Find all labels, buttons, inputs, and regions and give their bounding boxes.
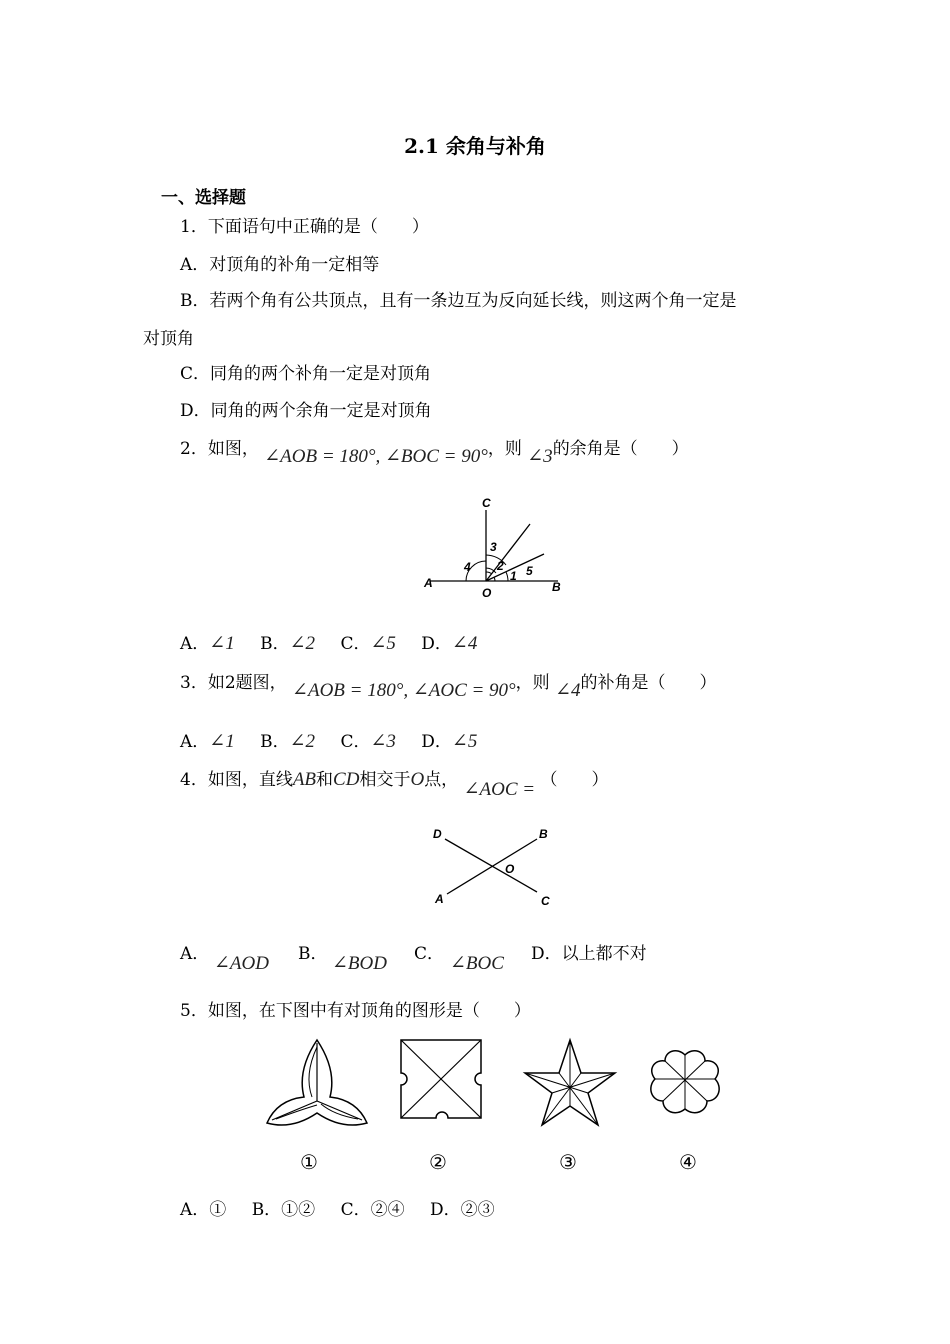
q3-expression: ∠AOB = 180°, ∠AOC = 90° (292, 680, 516, 701)
q4-label-a: A (435, 892, 444, 906)
q4-figure (425, 822, 565, 914)
q5-label-4: ④ (679, 1150, 697, 1174)
q1-option-b-line1: B．若两个角有公共顶点，且有一条边互为反向延长线，则这两个角一定是 (180, 291, 737, 311)
q2-stem: 2．如图， ∠AOB = 180°, ∠BOC = 90°，则 ∠3的余角是（ ） (180, 439, 689, 467)
q2-expression: ∠AOB = 180°, ∠BOC = 90° (264, 446, 488, 467)
q5-stem: 5．如图，在下图中有对顶角的图形是（ ） (180, 1001, 531, 1021)
q1-stem: 1．下面语句中正确的是（ ） (180, 217, 429, 237)
section-heading: 一、选择题 (161, 188, 246, 208)
q5-figure-3-star (520, 1035, 620, 1130)
q2-angle: ∠3 (527, 446, 553, 467)
q5-figure-1-trefoil (262, 1035, 372, 1130)
q5-label-3: ③ (559, 1150, 577, 1174)
q4-expression: ∠AOC = (463, 779, 536, 800)
q4-label-b: B (539, 827, 548, 841)
q2-label-o: O (482, 586, 492, 600)
q4-label-o: O (505, 862, 515, 876)
q4-stem: 4．如图，直线AB和CD相交于O点， ∠AOC = （ ） (180, 769, 609, 800)
q5-label-1: ① (300, 1150, 318, 1174)
q5-options: A．① B．①② C．②④ D．②③ (180, 1200, 495, 1220)
q3-options: A．∠1 B．∠2 C．∠3 D．∠5 (180, 731, 478, 752)
q2-label-a: A (424, 576, 433, 590)
q4-option-c-label: C． (414, 944, 445, 964)
q4-option-a-label: A． (180, 944, 210, 964)
q3-angle: ∠4 (555, 680, 581, 701)
q4-label-c: C (541, 894, 550, 908)
q1-option-b-line2: 对顶角 (143, 329, 194, 349)
q5-figure-4-flower (645, 1045, 725, 1120)
q4-option-b-label: B． (298, 944, 328, 964)
q2-num-5: 5 (526, 564, 533, 578)
q1-option-d: D．同角的两个余角一定是对顶角 (180, 401, 432, 421)
q2-options: A．∠1 B．∠2 C．∠5 D．∠4 (180, 633, 478, 654)
q1-option-c: C．同角的两个补角一定是对顶角 (180, 364, 432, 384)
q2-label-c: C (482, 496, 491, 510)
q2-num-4: 4 (464, 560, 471, 574)
q4-label-d: D (433, 827, 442, 841)
q4-option-a-value: ∠AOD (214, 953, 269, 974)
q3-stem: 3．如2题图， ∠AOB = 180°, ∠AOC = 90°，则 ∠4的补角是（ ） (180, 673, 717, 701)
q2-num-2: 2 (497, 559, 504, 573)
q2-num-3: 3 (490, 540, 497, 554)
q4-option-c-value: ∠BOC (450, 953, 504, 974)
q4-option-b-value: ∠BOD (332, 953, 387, 974)
q1-option-a: A．对顶角的补角一定相等 (180, 255, 380, 275)
q5-figure-2-square (396, 1035, 486, 1123)
q4-option-d: D．以上都不对 (531, 944, 647, 964)
page-title: 2.1 余角与补角 (404, 134, 546, 158)
q2-num-1: 1 (510, 569, 517, 583)
q2-label-b: B (552, 580, 561, 594)
q2-figure (420, 492, 570, 604)
q5-label-2: ② (429, 1150, 447, 1174)
